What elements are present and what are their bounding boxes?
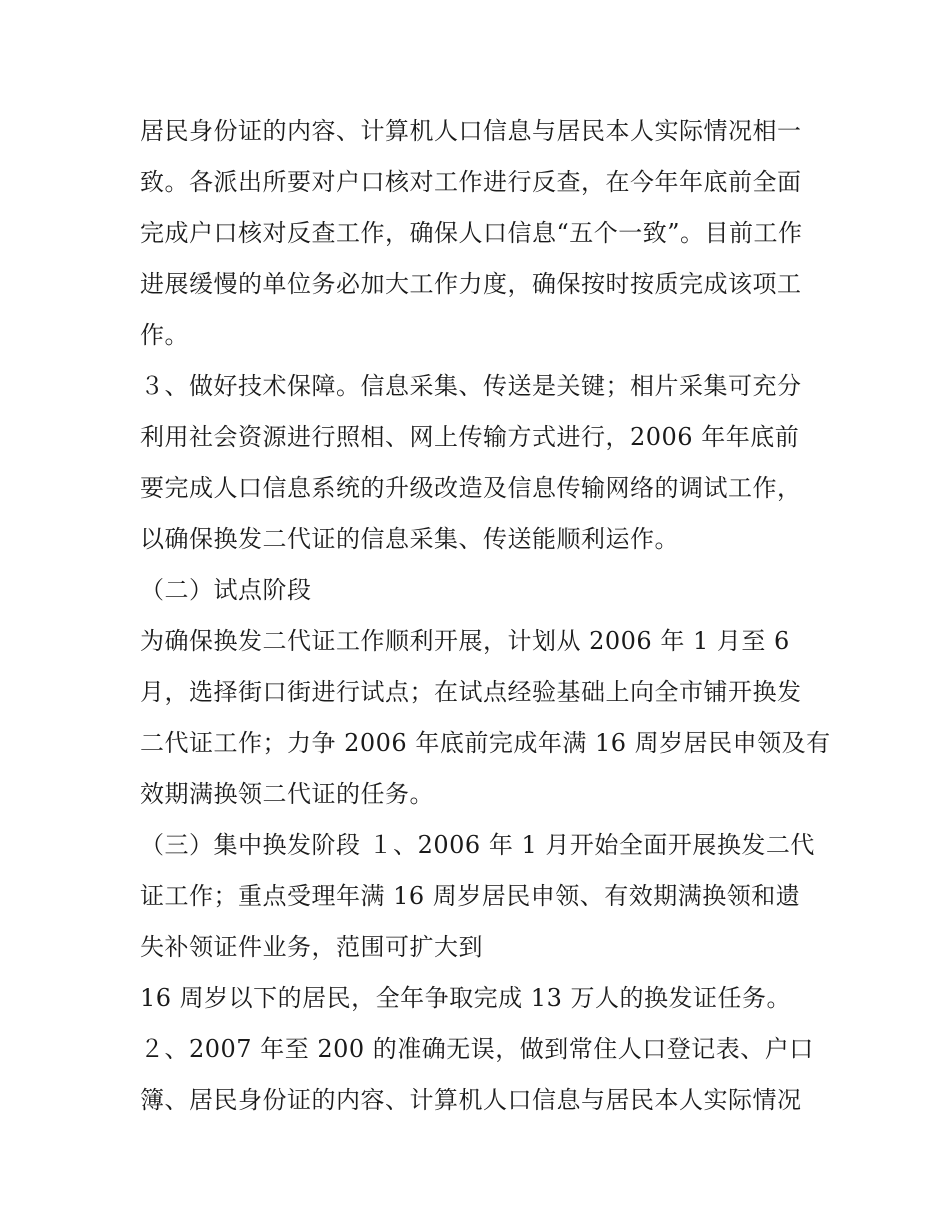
text-line: 失补领证件业务，范围可扩大到	[140, 933, 483, 961]
text-line: 进展缓慢的单位务必加大工作力度，确保按时按质完成该项工	[140, 270, 802, 298]
text-line: 效期满换领二代证的任务。	[140, 780, 434, 808]
section-heading: （二）试点阶段	[140, 576, 312, 604]
text-line: 以确保换发二代证的信息采集、传送能顺利运作。	[140, 525, 679, 553]
text-line: 为确保换发二代证工作顺利开展，计划从 2006 年 1 月至 6	[140, 627, 790, 655]
text-line: 月，选择街口街进行试点；在试点经验基础上向全市铺开换发	[140, 678, 802, 706]
text-line: 作。	[140, 321, 189, 349]
text-line: 致。各派出所要对户口核对工作进行反查，在今年年底前全面	[140, 168, 802, 196]
text-line: 证工作；重点受理年满 16 周岁居民申领、有效期满换领和遗	[140, 882, 801, 910]
text-line: 16 周岁以下的居民，全年争取完成 13 万人的换发证任务。	[140, 984, 791, 1012]
text-line: ２、2007 年至 200 的准确无误，做到常住人口登记表、户口	[140, 1035, 814, 1063]
section-heading: （三）集中换发阶段 １、2006 年 1 月开始全面开展换发二代	[140, 831, 815, 859]
text-line: 居民身份证的内容、计算机人口信息与居民本人实际情况相一	[140, 117, 802, 145]
text-line: 要完成人口信息系统的升级改造及信息传输网络的调试工作，	[140, 474, 802, 502]
text-line: 利用社会资源进行照相、网上传输方式进行，2006 年年底前	[140, 423, 800, 451]
text-line: 二代证工作；力争 2006 年底前完成年满 16 周岁居民申领及有	[140, 729, 831, 757]
text-line: 簿、居民身份证的内容、计算机人口信息与居民本人实际情况	[140, 1086, 802, 1114]
text-line: ３、做好技术保障。信息采集、传送是关键；相片采集可充分	[140, 372, 802, 400]
document-body	[140, 106, 831, 1126]
text-line: 完成户口核对反查工作，确保人口信息“五个一致”。目前工作	[140, 219, 803, 247]
